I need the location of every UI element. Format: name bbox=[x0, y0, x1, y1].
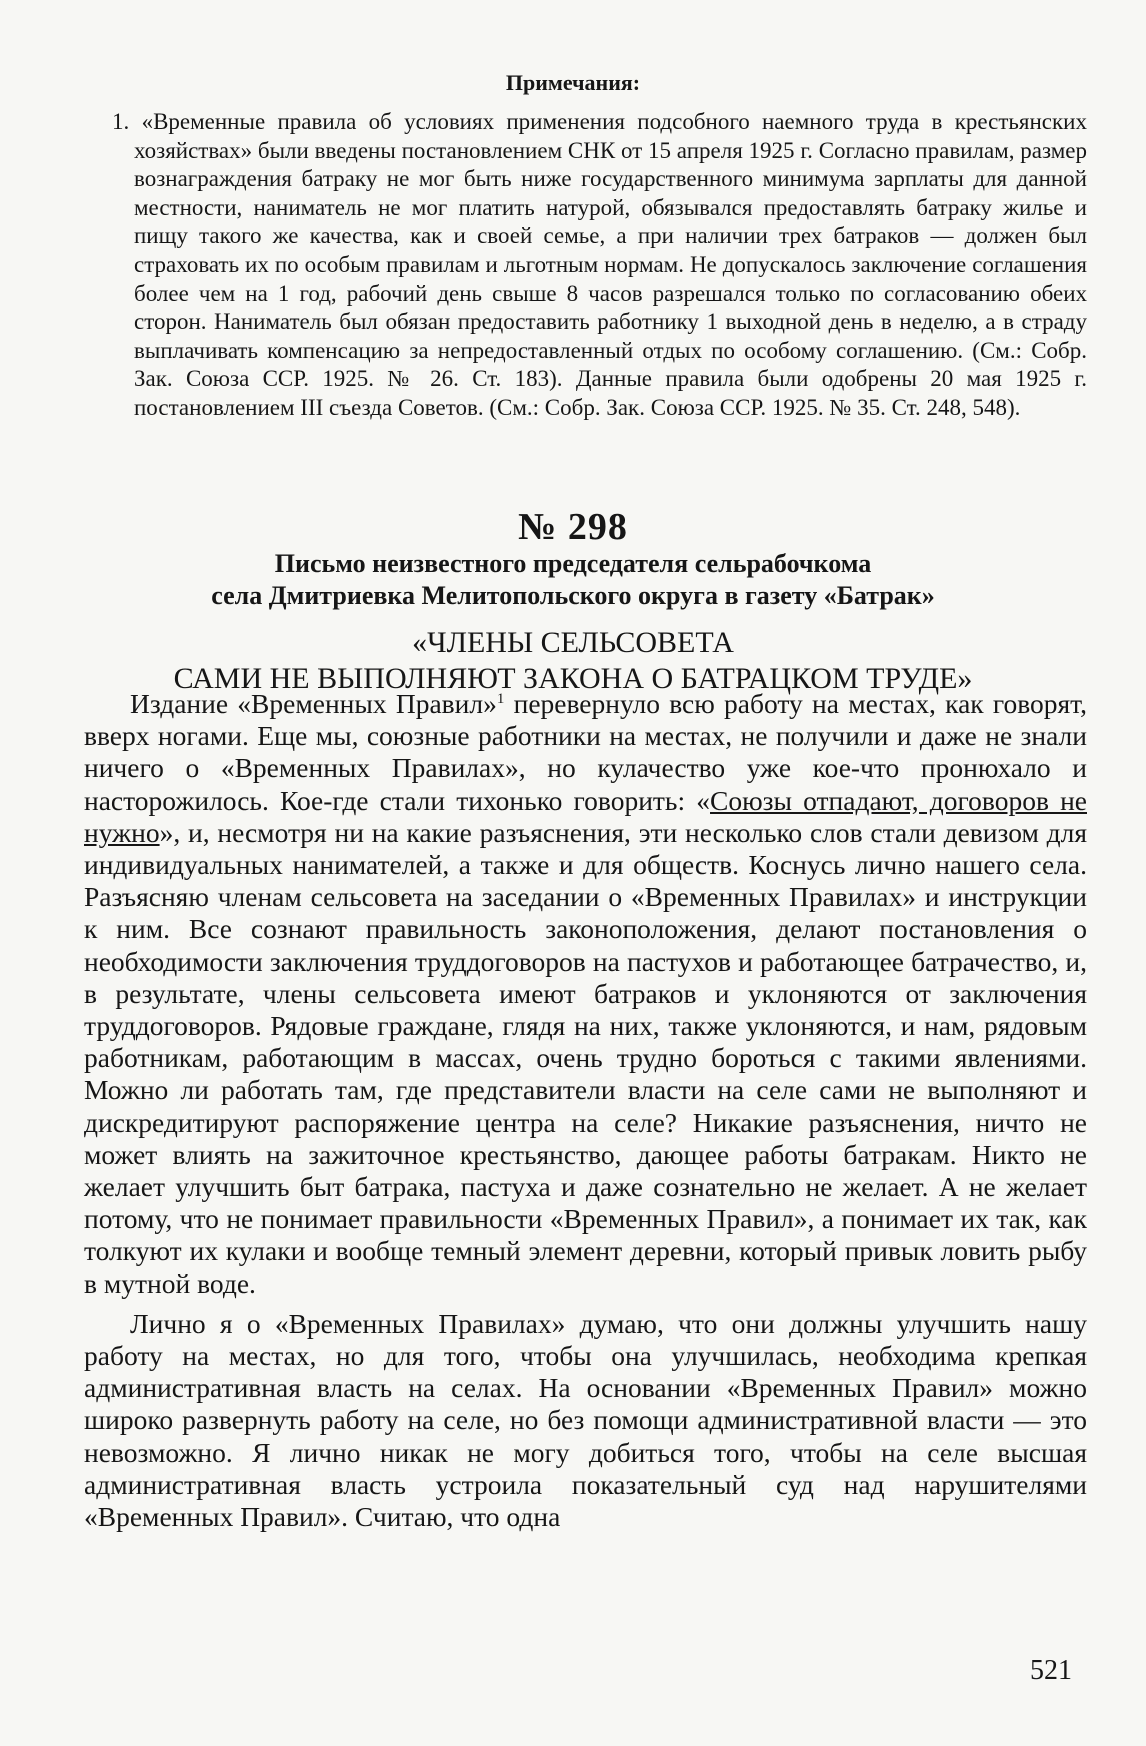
note-number: 1. bbox=[112, 109, 130, 134]
body-paragraph-2: Лично я о «Временных Правилах» думаю, что они должны улучшить нашу работу на местах, но для того, чтобы она улучшилась, необходима крепкая административная власть на селах. На основании «Временных Правил» можно широко развернуть работу на селе, но без помощи административной власти — это невозможно. Я лично никак не могу добиться того, чтобы на селе высшая административная власть устроила показательный суд над нарушителями «Временных Правил». Считаю, что одна bbox=[84, 1307, 1087, 1533]
body-paragraph-1 bbox=[84, 688, 1087, 1300]
footnote-marker: 1 bbox=[496, 690, 505, 707]
document-number: № 298 bbox=[518, 506, 628, 548]
paragraph-1-part-3: », и, несмотря ни на какие разъяснения, эти несколько слов стали девизом для индивидуальных нанимателей, а также и для обществ. Коснусь лично нашего села. Разъясняю членам сельсовета на заседании о «Временных Правилах» и инструкции к ним. Все сознают правильность законоположения, делают постановления о необходимости заключения труддоговоров на пастухов и работающее батрачество, и, в результате, члены сельсовета имеют батраков и уклоняются от заключения труддоговоров. Рядовые граждане, глядя на них, также уклоняются, и нам, рядовым работникам, работающим в массах, очень трудно бороться с такими явлениями. Можно ли работать там, где представители власти на селе сами не выполняют и дискредитируют распоряжение центра на селе? Никакие разъяснения, ничто не может влиять на зажиточное крестьянство, дающее работы батракам. Никто не желает улучшить быт батрака, пастуха и даже сознательно не желает. А не желает потому, что не понимает правильности «Временных Правил», а понимает их так, как толкуют их кулаки и вообще темный элемент деревни, который привык ловить рыбу в мутной воде. bbox=[84, 816, 1087, 1299]
underlined-quote: Союзы отпадают, договоров не нужно bbox=[84, 784, 1087, 848]
paragraph-1-part-1: Издание «Временных Правил» bbox=[130, 688, 497, 719]
notes-heading: Примечания: bbox=[505, 70, 641, 95]
document-title-line-2: села Дмитриевка Мелитопольского округа в газету «Батрак» bbox=[211, 581, 935, 610]
page-number: 521 bbox=[1030, 1655, 1072, 1686]
document-title bbox=[120, 548, 1026, 612]
letter-body bbox=[84, 688, 1087, 1533]
note-text: «Временные правила об условиях применения подсобного наемного труда в крестьянских хозяйствах» были введены постановлением СНК от 15 апреля 1925 г. Согласно правилам, размер вознаграждения батраку не мог быть ниже государственного минимума зарплаты для данной местности, наниматель не мог платить натурой, обязывался предоставлять батраку жилье и пищу такого же качества, как и своей семье, а при наличии трех батраков — должен был страховать их по особым правилам и льготным нормам. Не допускалось заключение соглашения более чем на 1 год, рабочий день свыше 8 часов разрешался только по согласованию обеих сторон. Наниматель был обязан предоставить работнику 1 выходной день в неделю, а в страду выплачивать компенсацию за непредоставленный отдых по особому соглашению. (См.: Собр. Зак. Союза ССР. 1925. № 26. Ст. 183). Данные правила были одобрены 20 мая 1925 г. постановлением III съезда Советов. (См.: Собр. Зак. Союза ССР. 1925. № 35. Ст. 248, 548). bbox=[134, 109, 1087, 420]
note-item bbox=[112, 108, 1087, 423]
paragraph-1-part-2: перевернуло всю работу на местах, как говорят, вверх ногами. Еще мы, союзные работники на местах, не получили и даже не знали ничего о «Временных Правилах», но кулачество уже кое-что пронюхало и насторожилось. Кое-где стали тихонько говорить: « bbox=[84, 688, 1087, 816]
document-title-line-1: Письмо неизвестного председателя сельрабочкома bbox=[274, 549, 872, 578]
document-headline bbox=[100, 625, 1046, 697]
document-headline-line-2: САМИ НЕ ВЫПОЛНЯЮТ ЗАКОНА О БАТРАЦКОМ ТРУДЕ» bbox=[173, 662, 973, 695]
document-headline-line-1: «ЧЛЕНЫ СЕЛЬСОВЕТА bbox=[412, 626, 734, 659]
